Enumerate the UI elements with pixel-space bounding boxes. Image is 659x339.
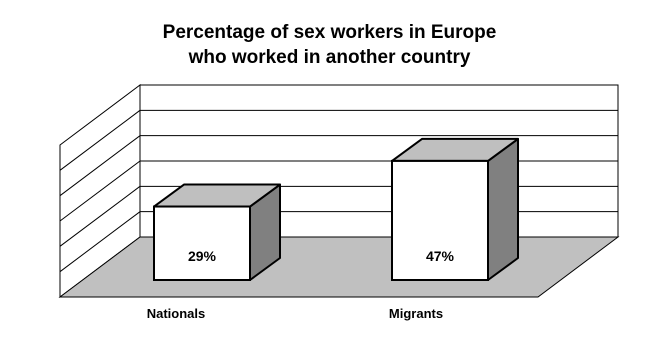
data-label-migrants: 47% (425, 248, 455, 264)
bar-side-face (488, 139, 518, 280)
chart-title-line-2: who worked in another country (188, 47, 471, 68)
chart-floor (60, 237, 618, 297)
data-label-nationals: 29% (187, 248, 217, 264)
bar-migrants (392, 139, 518, 280)
x-tick-label-nationals: Nationals (146, 306, 206, 321)
x-tick-label-migrants: Migrants (388, 306, 444, 321)
chart-title-line-1: Percentage of sex workers in Europe (162, 22, 497, 43)
bar-front-face (154, 207, 250, 280)
bar-nationals (154, 185, 280, 280)
